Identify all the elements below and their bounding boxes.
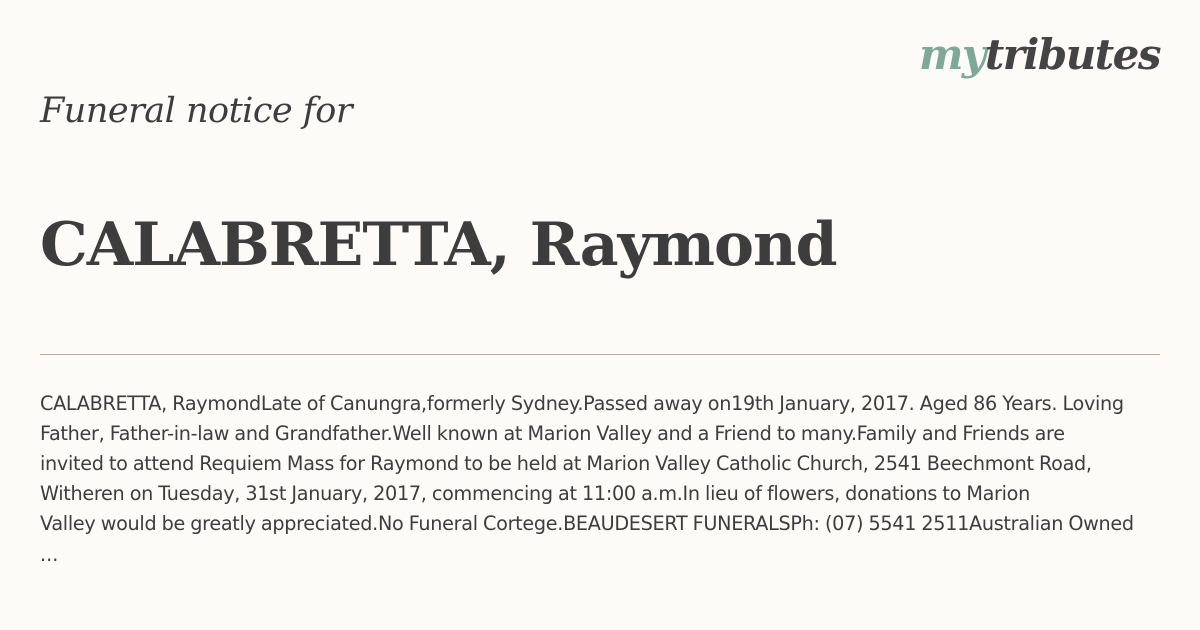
- logo-my: my: [918, 30, 985, 79]
- divider: [40, 354, 1160, 355]
- mytributes-logo[interactable]: [918, 30, 1160, 79]
- deceased-name: CALABRETTA, Raymond: [40, 210, 837, 280]
- notice-body: CALABRETTA, RaymondLate of Canungra,formerly Sydney.Passed away on19th January, 2017. Aged 86 Years. Loving Father, Father-in-law and Grandfather.Well known at Marion Valley and a Friend to many.Family and Friends are invited to attend Requiem Mass for Raymond to be held at Marion Valley Catholic Church, 2541 Beechmont Road, Witheren on Tuesday, 31st January, 2017, commencing at 11:00 a.m.In lieu of flowers, donations to Marion Valley would be greatly appreciated.No Funeral Cortege.BEAUDESERT FUNERALSPh: (07) 5541 2511Australian Owned: [40, 392, 1134, 535]
- truncation-ellipsis: ...: [40, 543, 59, 566]
- logo-tributes: tributes: [984, 30, 1160, 79]
- notice-kicker: Funeral notice for: [40, 91, 353, 131]
